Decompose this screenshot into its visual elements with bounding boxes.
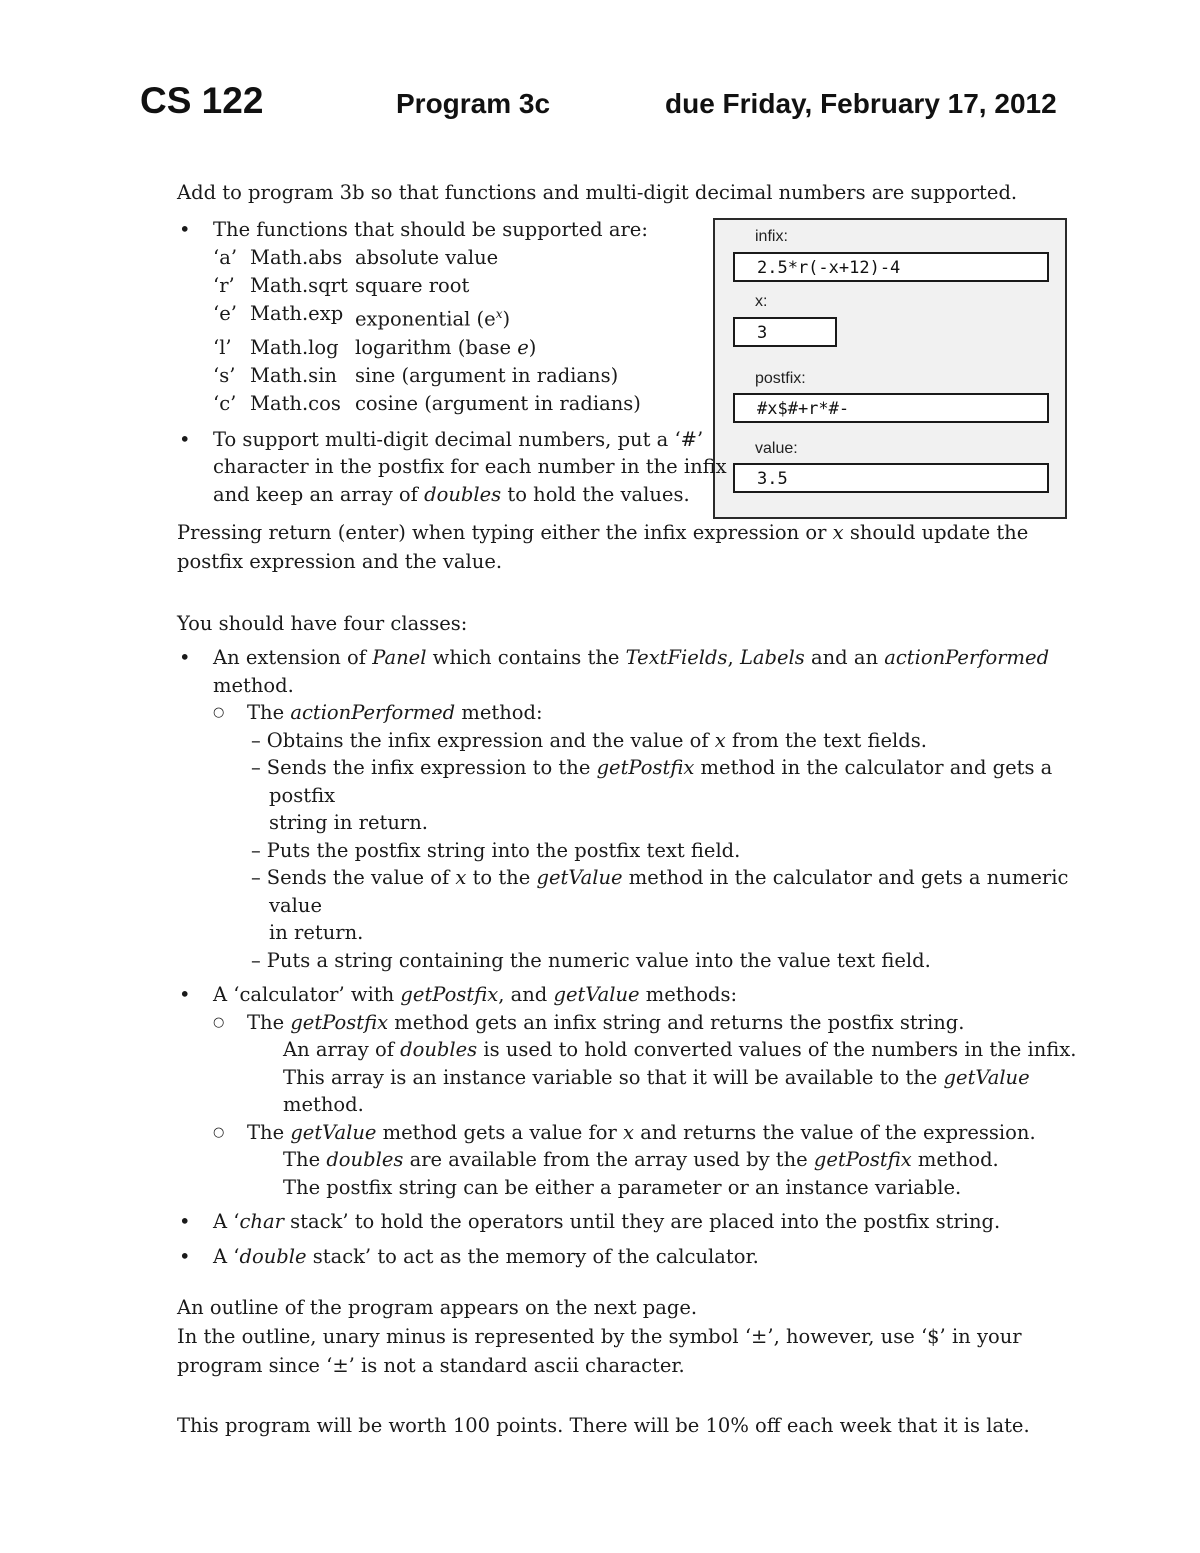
class-double-stack-bullet: • A ‘double stack’ to act as the memory of the calculator. [177,1243,1097,1271]
step-item: – Puts a string containing the numeric value into the value text field. [251,948,931,972]
value-field[interactable]: 3.5 [733,463,1049,493]
actionperformed-sub: ○ The actionPerformed method: [177,699,1097,727]
function-row: ‘c’ Math.cos cosine (argument in radians) [213,391,641,415]
course-title: CS 122 [140,80,264,121]
outline-text: An outline of the program appears on the next page. In the outline, unary minus is represented by the symbol ‘±’, however, use ‘$’ in your program since ‘±’ is not a standard ascii character. [177,1296,1022,1377]
step-item: – Sends the infix expression to the getPostfix method in the calculator and gets a postfix string in return. [251,756,1053,834]
getpostfix-detail: This array is an instance variable so that it will be available to the getValue method. [283,1065,1030,1116]
getvalue-detail: The doubles are available from the array used by the getPostfix method. [283,1148,999,1171]
function-row: ‘e’ Math.exp exponential $(e^x)$ [213,302,511,331]
class-panel-bullet: • An extension of Panel which contains the TextFields, Labels and an actionPerformed method. [177,644,1097,699]
grading-text: This program will be worth 100 points. There will be 10% off each week that it is late. [177,1414,1030,1437]
step-item: – Sends the value of x to the getValue method in the calculator and gets a numeric value in return. [251,866,1069,944]
classes-lead: You should have four classes: [177,612,468,635]
value-label: value: [755,440,798,457]
pressing-text: Pressing return (enter) when typing either the infix expression or x should update the postfix expression and the value. [177,521,1029,573]
step-item: – Obtains the infix expression and the value of x from the text fields. [251,728,927,752]
x-label: x: [755,293,768,310]
postfix-label: postfix: [755,370,806,387]
getvalue-detail: The postfix string can be either a parameter or an instance variable. [283,1175,962,1199]
step-item: – Puts the postfix string into the postfix text field. [251,838,741,862]
function-row: ‘s’ Math.sin sine (argument in radians) [213,363,619,387]
getvalue-sub: ○ The getValue method gets a value for x and returns the value of the expression. [177,1119,1097,1147]
function-row: ‘l’ Math.log logarithm (base e) [213,335,537,359]
class-char-stack-bullet: • A ‘char stack’ to hold the operators until they are placed into the postfix string. [177,1208,1097,1236]
function-row: ‘a’ Math.abs absolute value [213,246,499,269]
getpostfix-detail: An array of doubles is used to hold converted values of the numbers in the infix. [283,1038,1077,1061]
class-calculator-bullet: • A ‘calculator’ with getPostfix, and getValue methods: [177,981,1097,1009]
multidigit-bullet: • To support multi-digit decimal numbers, put a ‘#’ character in the postfix for each number in the infix and keep an array of doubles to hold the values. [177,426,1097,509]
functions-table [177,244,1097,418]
intro-text: Add to program 3b so that functions and multi-digit decimal numbers are supported. [177,181,1018,204]
functions-lead: • The functions that should be supported are: [177,216,1097,244]
assignment-body [177,178,1097,1440]
postfix-field[interactable]: #x$#+r*#- [733,393,1049,423]
function-row: ‘r’ Math.sqrt square root [213,274,470,297]
infix-field[interactable]: 2.5*r(-x+12)-4 [733,252,1049,282]
program-title: Program 3c [396,88,551,119]
due-date: due Friday, February 17, 2012 [665,88,1057,119]
infix-label: infix: [755,228,788,245]
getpostfix-sub: ○ The getPostfix method gets an infix string and returns the postfix string. [177,1009,1097,1037]
x-field[interactable]: 3 [733,317,837,347]
